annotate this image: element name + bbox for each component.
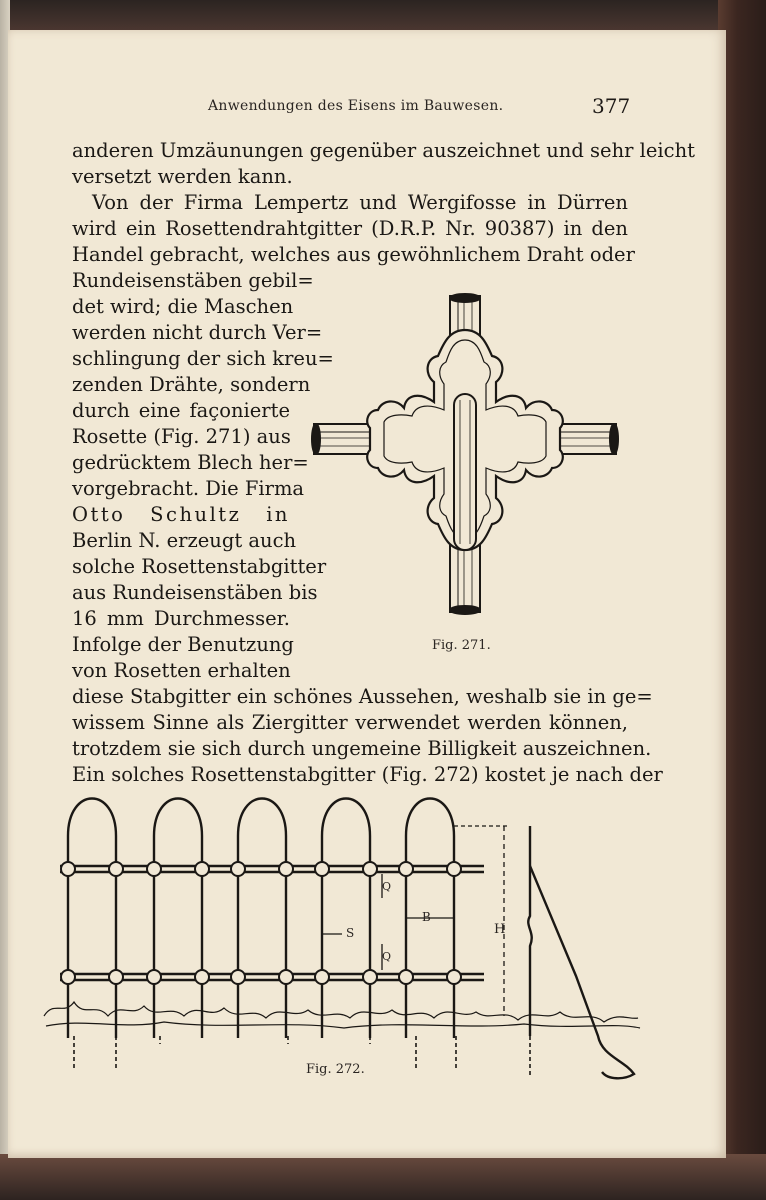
text-line: Infolge der Benutzung	[72, 633, 294, 656]
text-line: werden nicht durch Ver=	[72, 321, 323, 344]
figure-271-caption: Fig. 271.	[432, 638, 491, 653]
figure-272-caption: Fig. 272.	[306, 1062, 365, 1077]
text-line: Berlin N. erzeugt auch	[72, 529, 297, 552]
text-line: zenden Drähte, sondern	[72, 373, 311, 396]
text-line: solche Rosettenstabgitter	[72, 555, 327, 578]
dimension-label-s: S	[346, 926, 355, 940]
text-line: wird ein Rosettendrahtgitter (D.R.P. Nr. 90387) in den	[72, 217, 628, 240]
dimension-label-q-top: Q	[382, 880, 392, 893]
text-line: diese Stabgitter ein schönes Aussehen, weshalb sie in ge=	[72, 685, 653, 708]
text-line: Ein solches Rosettenstabgitter (Fig. 272) kostet je nach der	[72, 763, 663, 786]
running-header: Anwendungen des Eisens im Bauwesen.	[208, 98, 504, 114]
text-line: det wird; die Maschen	[72, 295, 294, 318]
figure-272-fence	[24, 786, 654, 1086]
text-line: Otto Schultz in	[72, 503, 290, 526]
text-line: anderen Umzäunungen gegenüber auszeichnet und sehr leicht	[72, 139, 695, 162]
dimension-label-b: B	[422, 910, 431, 924]
text-line: Rosette (Fig. 271) aus	[72, 425, 291, 448]
text-line: durch eine façonierte	[72, 399, 290, 422]
text-line: Rundeisenstäben gebil=	[72, 269, 314, 292]
text-line: vorgebracht. Die Firma	[72, 477, 305, 500]
text-line: aus Rundeisenstäben bis	[72, 581, 318, 604]
book-cover-bottom	[0, 1154, 766, 1200]
text-line: gedrücktem Blech her=	[72, 451, 309, 474]
text-line: trotzdem sie sich durch ungemeine Billigkeit auszeichnen.	[72, 737, 652, 760]
text-line: Handel gebracht, welches aus gewöhnlichem Draht oder	[72, 243, 635, 266]
text-line: von Rosetten erhalten	[72, 659, 291, 682]
page-number: 377	[592, 94, 631, 118]
dimension-label-h: H	[494, 922, 506, 937]
figure-271-rosette	[300, 286, 620, 626]
text-line: Von der Firma Lempertz und Wergifosse in Dürren	[92, 191, 628, 214]
text-line: schlingung der sich kreu=	[72, 347, 334, 370]
text-line: wissem Sinne als Ziergitter verwendet werden können,	[72, 711, 628, 734]
text-line: 16 mm Durchmesser.	[72, 607, 290, 630]
book-page	[8, 30, 726, 1158]
dimension-label-q-bottom: Q	[382, 950, 392, 963]
text-line: versetzt werden kann.	[72, 165, 293, 188]
book-cover-top	[0, 0, 766, 30]
